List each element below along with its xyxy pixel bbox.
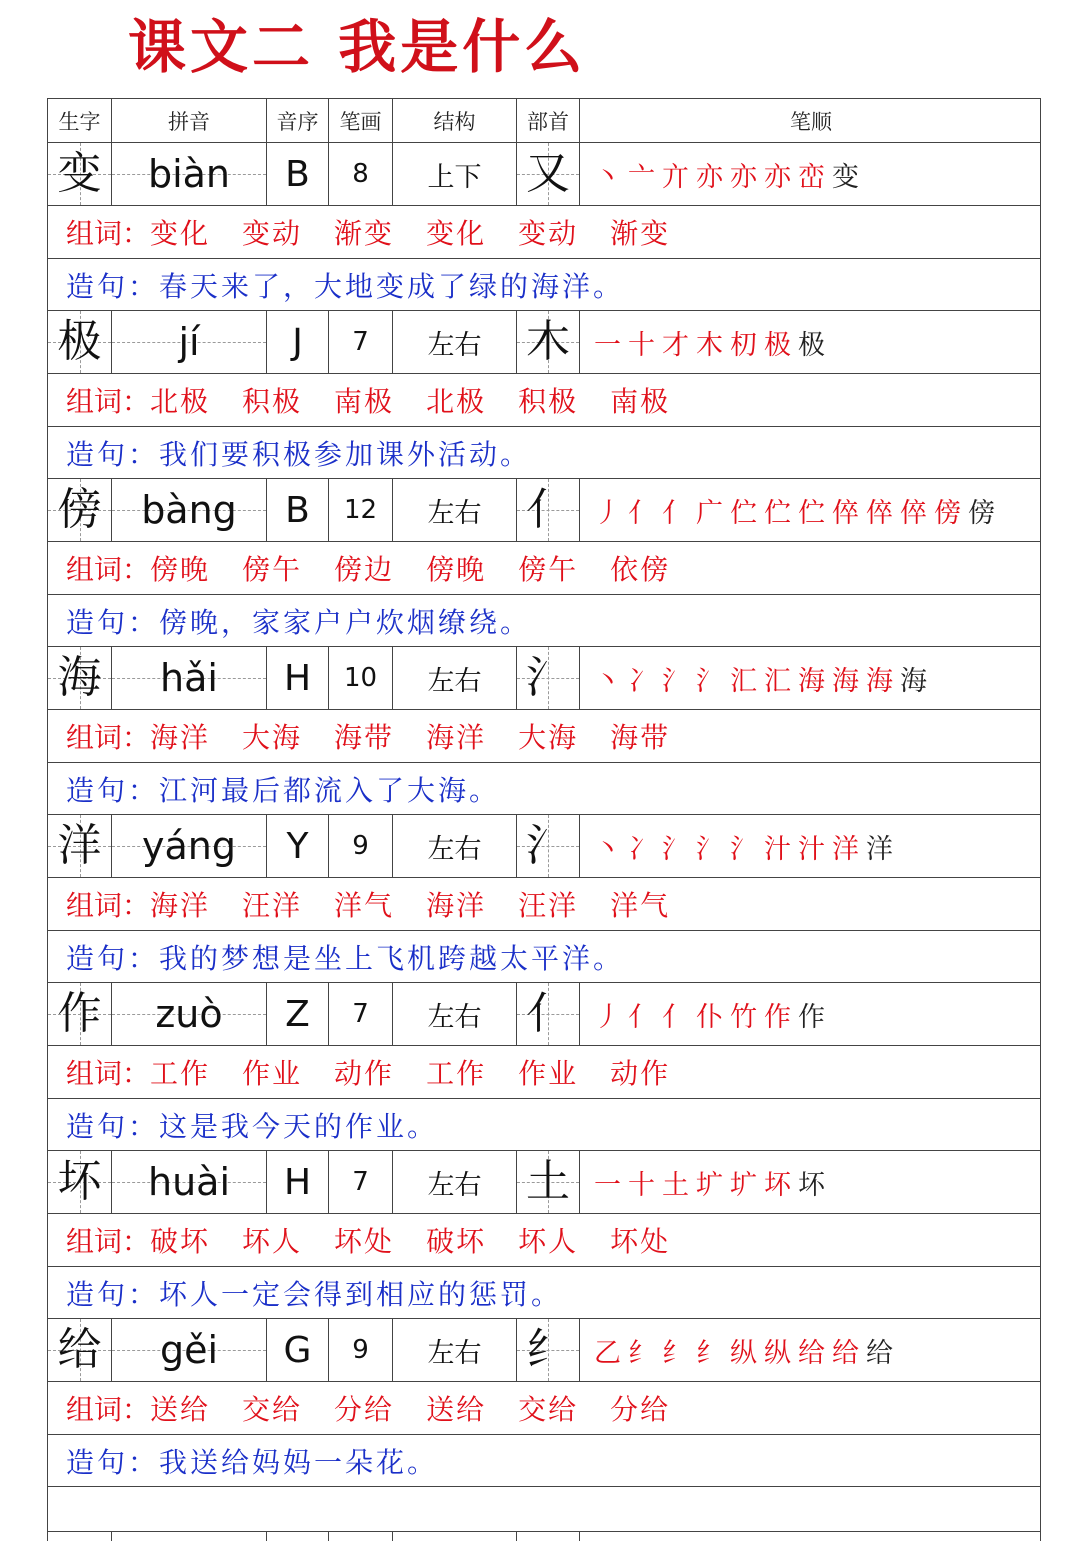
pinyin-cell: [111, 983, 266, 1045]
order-cell: [266, 311, 328, 373]
sound-order: G: [283, 1329, 312, 1371]
stroke-step: 广: [696, 497, 723, 529]
char-cell: [48, 1151, 111, 1213]
character-row: [47, 982, 1041, 1045]
sound-order: J: [292, 321, 303, 363]
stroke-count: 9: [352, 1335, 369, 1365]
radical: 氵: [526, 652, 570, 703]
words-label: 组词：: [66, 721, 151, 754]
word-group-line: [47, 877, 1041, 930]
pinyin-cell: [111, 815, 266, 877]
word: 海洋: [426, 889, 487, 922]
stroke-step: 竹: [730, 1001, 757, 1033]
structure: 左右: [427, 1337, 482, 1369]
word: 傍晚: [426, 553, 487, 586]
pinyin: bàng: [141, 488, 237, 532]
word: 作业: [242, 1057, 303, 1090]
stroke-step: 海: [900, 665, 927, 697]
word: 傍晚: [150, 553, 211, 586]
stroke-step: 土: [662, 1169, 689, 1201]
stroke-step: 亦: [764, 161, 791, 193]
structure: 左右: [427, 1001, 482, 1033]
table-header: [47, 98, 1041, 142]
sentence-line: [47, 1434, 1041, 1486]
character-row: [47, 478, 1041, 541]
word: 大海: [518, 721, 579, 754]
structure-cell: [392, 983, 516, 1045]
stroke-step: 亻: [662, 497, 689, 529]
radical: 亻: [526, 988, 570, 1039]
pinyin-cell: [111, 1151, 266, 1213]
character: 海: [57, 652, 102, 703]
radical-cell: [516, 479, 579, 541]
sound-order: Y: [286, 825, 309, 867]
stroke-step: 十: [628, 1169, 655, 1201]
count-cell: [328, 647, 392, 709]
stroke-step: 丶: [594, 161, 621, 193]
sound-order: H: [283, 657, 312, 699]
word: 变化: [150, 217, 211, 250]
pinyin: zuò: [155, 992, 223, 1036]
word: 变化: [426, 217, 487, 250]
stroke-step: 傍: [934, 497, 961, 529]
count-cell: [328, 479, 392, 541]
character-row: [47, 814, 1041, 877]
stroke-order-cell: [579, 311, 1042, 373]
char-cell: [48, 983, 111, 1045]
character-table: [47, 98, 1043, 1527]
word-group-line: [47, 373, 1041, 426]
word: 汪洋: [242, 889, 303, 922]
stroke-step: 亦: [696, 161, 723, 193]
pinyin-cell: [111, 647, 266, 709]
word: 海带: [610, 721, 671, 754]
word: 洋气: [610, 889, 671, 922]
words-label: 组词：: [66, 553, 151, 586]
word: 北极: [426, 385, 487, 418]
radical: 土: [526, 1156, 570, 1207]
pinyin: biàn: [147, 152, 231, 196]
radical-cell: [516, 815, 579, 877]
word: 积极: [518, 385, 579, 418]
sentence-text: 江河最后都流入了大海。: [159, 773, 501, 807]
word: 破坏: [150, 1225, 211, 1258]
word: 渐变: [610, 217, 671, 250]
structure: 左右: [427, 833, 482, 865]
character-row: [47, 1318, 1041, 1381]
radical: 氵: [526, 820, 570, 871]
word: 海洋: [150, 721, 211, 754]
order-cell: [266, 815, 328, 877]
sound-order: H: [283, 1161, 312, 1203]
stroke-order-cell: [579, 815, 1042, 877]
stroke-step: 变: [832, 161, 859, 193]
stroke-step: 倅: [832, 497, 859, 529]
pinyin-cell: [111, 143, 266, 205]
edge-cell: [392, 1532, 516, 1541]
char-cell: [48, 815, 111, 877]
stroke-step: 纵: [730, 1337, 757, 1369]
header-pinyin: 拼音: [111, 99, 266, 142]
character-row: [47, 142, 1041, 205]
pinyin-cell: [111, 1319, 266, 1381]
character: 作: [57, 988, 102, 1039]
stroke-count: 7: [352, 999, 369, 1029]
count-cell: [328, 311, 392, 373]
header-order: 音序: [266, 99, 328, 142]
header-strokes: 笔顺: [579, 99, 1042, 142]
stroke-step: 洋: [866, 833, 893, 865]
stroke-step: 丿: [594, 497, 621, 529]
radical: 纟: [526, 1324, 570, 1375]
character: 变: [57, 148, 102, 199]
word-group-line: [47, 709, 1041, 762]
word-group-line: [47, 1381, 1041, 1434]
words-label: 组词：: [66, 1225, 151, 1258]
stroke-step: 伫: [764, 497, 791, 529]
stroke-step: 纟: [662, 1337, 689, 1369]
sentence-line: [47, 594, 1041, 646]
radical: 亻: [526, 484, 570, 535]
stroke-step: 亠: [628, 161, 655, 193]
stroke-order-cell: [579, 647, 1042, 709]
word: 洋气: [334, 889, 395, 922]
stroke-step: 倅: [900, 497, 927, 529]
word: 北极: [150, 385, 211, 418]
stroke-step: 氵: [696, 833, 723, 865]
structure-cell: [392, 647, 516, 709]
sentence-label: 造句：: [66, 1277, 160, 1311]
stroke-step: 冫: [628, 665, 655, 697]
word: 动作: [610, 1057, 671, 1090]
stroke-order-cell: [579, 143, 1042, 205]
sound-order: Z: [285, 993, 310, 1035]
word: 工作: [426, 1057, 487, 1090]
word: 坏处: [334, 1225, 395, 1258]
word: 交给: [518, 1393, 579, 1426]
radical-cell: [516, 1151, 579, 1213]
stroke-step: 氵: [730, 833, 757, 865]
order-cell: [266, 143, 328, 205]
sentence-line: [47, 762, 1041, 814]
word: 送给: [426, 1393, 487, 1426]
stroke-count: 9: [352, 831, 369, 861]
stroke-step: 汁: [798, 833, 825, 865]
stroke-step: 纵: [764, 1337, 791, 1369]
pinyin: hǎi: [160, 656, 218, 700]
character: 极: [57, 316, 102, 367]
stroke-count: 8: [352, 159, 369, 189]
stroke-step: 傍: [968, 497, 995, 529]
sentence-text: 坏人一定会得到相应的惩罚。: [159, 1277, 563, 1311]
stroke-count: 7: [352, 1167, 369, 1197]
word: 动作: [334, 1057, 395, 1090]
structure: 左右: [427, 329, 482, 361]
stroke-step: 海: [798, 665, 825, 697]
header-count: 笔画: [328, 99, 392, 142]
stroke-step: 丶: [594, 833, 621, 865]
sentence-text: 我的梦想是坐上飞机跨越太平洋。: [159, 941, 625, 975]
stroke-step: 坏: [764, 1169, 791, 1201]
stroke-step: 给: [832, 1337, 859, 1369]
stroke-order-cell: [579, 983, 1042, 1045]
radical-cell: [516, 647, 579, 709]
sentence-line: [47, 1098, 1041, 1150]
sentence-label: 造句：: [66, 605, 160, 639]
stroke-step: 伫: [730, 497, 757, 529]
stroke-count: 12: [343, 495, 378, 525]
order-cell: [266, 1319, 328, 1381]
stroke-step: 冫: [628, 833, 655, 865]
stroke-step: 亻: [662, 1001, 689, 1033]
sentence-line: [47, 930, 1041, 982]
sentence-label: 造句：: [66, 941, 160, 975]
stroke-step: 纟: [696, 1337, 723, 1369]
stroke-order-cell: [579, 1319, 1042, 1381]
stroke-step: 乙: [594, 1337, 621, 1369]
word: 傍午: [518, 553, 579, 586]
stroke-step: 仆: [696, 1001, 723, 1033]
count-cell: [328, 815, 392, 877]
stroke-step: 作: [798, 1001, 825, 1033]
structure: 左右: [427, 665, 482, 697]
stroke-step: 才: [662, 329, 689, 361]
sentence-label: 造句：: [66, 1109, 160, 1143]
empty-row: [47, 1486, 1041, 1531]
edge-cell: [48, 1532, 111, 1541]
character-row: [47, 1150, 1041, 1213]
count-cell: [328, 1319, 392, 1381]
stroke-step: 倅: [866, 497, 893, 529]
structure-cell: [392, 479, 516, 541]
stroke-step: 极: [764, 329, 791, 361]
sentence-text: 春天来了，大地变成了绿的海洋。: [159, 269, 625, 303]
word: 海洋: [426, 721, 487, 754]
stroke-step: 亦: [730, 161, 757, 193]
structure-cell: [392, 1151, 516, 1213]
stroke-count: 7: [352, 327, 369, 357]
stroke-step: 汇: [730, 665, 757, 697]
stroke-step: 木: [696, 329, 723, 361]
word-group-line: [47, 1045, 1041, 1098]
pinyin: gěi: [159, 1328, 219, 1372]
stroke-step: 纟: [628, 1337, 655, 1369]
structure: 上下: [427, 161, 482, 193]
word: 海洋: [150, 889, 211, 922]
character: 洋: [57, 820, 102, 871]
words-label: 组词：: [66, 385, 151, 418]
stroke-step: 海: [866, 665, 893, 697]
character: 给: [57, 1324, 102, 1375]
stroke-step: 汁: [764, 833, 791, 865]
edge-cell: [516, 1532, 579, 1541]
word-group-line: [47, 541, 1041, 594]
structure-cell: [392, 143, 516, 205]
sentence-label: 造句：: [66, 269, 160, 303]
word: 傍午: [242, 553, 303, 586]
stroke-step: 十: [628, 329, 655, 361]
count-cell: [328, 983, 392, 1045]
stroke-step: 给: [866, 1337, 893, 1369]
sentence-text: 这是我今天的作业。: [159, 1109, 439, 1143]
sentence-line: [47, 1266, 1041, 1318]
word: 坏人: [518, 1225, 579, 1258]
stroke-step: 伫: [798, 497, 825, 529]
structure-cell: [392, 311, 516, 373]
word: 变动: [518, 217, 579, 250]
stroke-step: 氵: [662, 833, 689, 865]
character: 傍: [57, 484, 102, 535]
stroke-order-cell: [579, 479, 1042, 541]
stroke-step: 圹: [730, 1169, 757, 1201]
order-cell: [266, 983, 328, 1045]
word: 渐变: [334, 217, 395, 250]
header-structure: 结构: [392, 99, 516, 142]
radical-cell: [516, 143, 579, 205]
header-char: 生字: [58, 109, 101, 134]
stroke-step: 给: [798, 1337, 825, 1369]
stroke-step: 坏: [798, 1169, 825, 1201]
stroke-step: 亣: [662, 161, 689, 193]
stroke-step: 氵: [696, 665, 723, 697]
stroke-step: 极: [798, 329, 825, 361]
count-cell: [328, 143, 392, 205]
word: 傍边: [334, 553, 395, 586]
stroke-step: 汇: [764, 665, 791, 697]
character-row: [47, 310, 1041, 373]
pinyin-cell: [111, 479, 266, 541]
stroke-step: 作: [764, 1001, 791, 1033]
sentence-line: [47, 258, 1041, 310]
structure-cell: [392, 1319, 516, 1381]
pinyin: huài: [147, 1160, 230, 1204]
next-row-edge: [47, 1531, 1041, 1541]
sentence-text: 傍晚，家家户户炊烟缭绕。: [159, 605, 532, 639]
word: 变动: [242, 217, 303, 250]
sound-order: B: [285, 153, 310, 195]
word: 工作: [150, 1057, 211, 1090]
order-cell: [266, 647, 328, 709]
pinyin: yáng: [142, 824, 236, 868]
char-cell: [48, 1319, 111, 1381]
word: 大海: [242, 721, 303, 754]
word-group-line: [47, 1213, 1041, 1266]
stroke-count: 10: [343, 663, 378, 693]
sentence-text: 我送给妈妈一朵花。: [159, 1445, 439, 1479]
sound-order: B: [285, 489, 310, 531]
structure: 左右: [427, 1169, 482, 1201]
sentence-label: 造句：: [66, 773, 160, 807]
word: 汪洋: [518, 889, 579, 922]
word: 南极: [334, 385, 395, 418]
character: 坏: [57, 1156, 102, 1207]
word: 海带: [334, 721, 395, 754]
char-cell: [48, 647, 111, 709]
edge-cell: [579, 1532, 1042, 1541]
stroke-step: 峦: [798, 161, 825, 193]
header-radical: 部首: [516, 99, 579, 142]
structure-cell: [392, 815, 516, 877]
stroke-step: 一: [594, 1169, 621, 1201]
word: 交给: [242, 1393, 303, 1426]
word: 坏处: [610, 1225, 671, 1258]
word: 分给: [334, 1393, 395, 1426]
stroke-step: 圹: [696, 1169, 723, 1201]
words-label: 组词：: [66, 889, 151, 922]
char-cell: [48, 311, 111, 373]
word: 依傍: [610, 553, 671, 586]
stroke-step: 朷: [730, 329, 757, 361]
stroke-step: 亻: [628, 1001, 655, 1033]
stroke-step: 洋: [832, 833, 859, 865]
radical-cell: [516, 983, 579, 1045]
words-label: 组词：: [66, 217, 151, 250]
stroke-step: 氵: [662, 665, 689, 697]
stroke-step: 一: [594, 329, 621, 361]
word: 南极: [610, 385, 671, 418]
word: 分给: [610, 1393, 671, 1426]
order-cell: [266, 1151, 328, 1213]
stroke-step: 亻: [628, 497, 655, 529]
word: 坏人: [242, 1225, 303, 1258]
radical-cell: [516, 1319, 579, 1381]
sentence-text: 我们要积极参加课外活动。: [159, 437, 532, 471]
edge-cell: [328, 1532, 392, 1541]
edge-cell: [111, 1532, 266, 1541]
word: 破坏: [426, 1225, 487, 1258]
order-cell: [266, 479, 328, 541]
count-cell: [328, 1151, 392, 1213]
edge-cell: [266, 1532, 328, 1541]
stroke-order-cell: [579, 1151, 1042, 1213]
radical-cell: [516, 311, 579, 373]
stroke-step: 丿: [594, 1001, 621, 1033]
word: 积极: [242, 385, 303, 418]
word: 作业: [518, 1057, 579, 1090]
words-label: 组词：: [66, 1057, 151, 1090]
page-title: 课文二 我是什么: [128, 13, 587, 81]
radical: 又: [526, 148, 570, 199]
radical: 木: [526, 316, 570, 367]
sentence-label: 造句：: [66, 437, 160, 471]
word-group-line: [47, 205, 1041, 258]
char-cell: [48, 479, 111, 541]
sentence-label: 造句：: [66, 1445, 160, 1479]
stroke-step: 海: [832, 665, 859, 697]
character-row: [47, 646, 1041, 709]
sentence-line: [47, 426, 1041, 478]
structure: 左右: [427, 497, 482, 529]
pinyin-cell: [111, 311, 266, 373]
pinyin: jí: [178, 320, 200, 364]
char-cell: [48, 143, 111, 205]
word: 送给: [150, 1393, 211, 1426]
stroke-step: 丶: [594, 665, 621, 697]
words-label: 组词：: [66, 1393, 151, 1426]
